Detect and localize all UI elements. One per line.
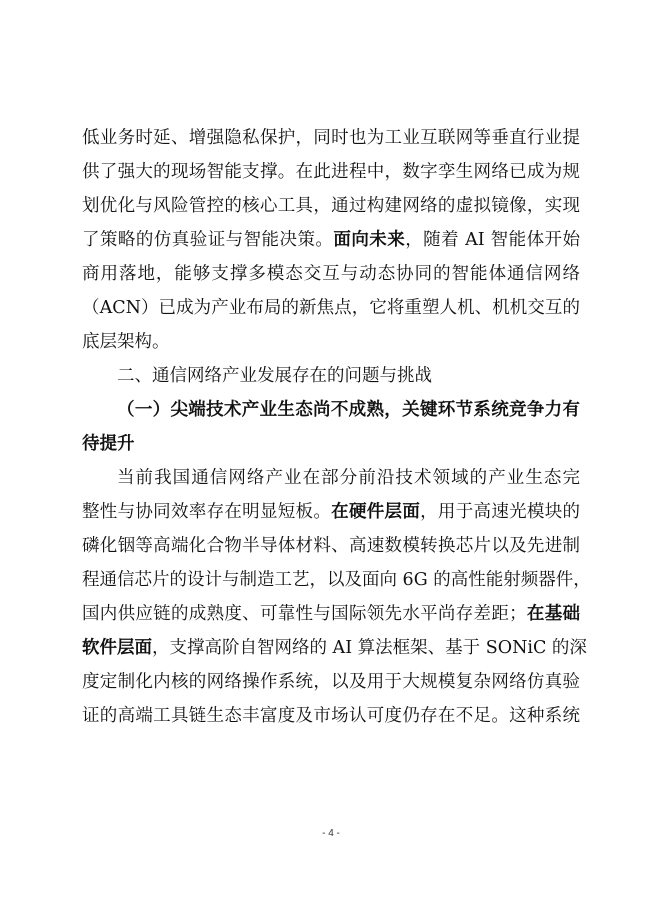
text-line: 磷化铟等高端化合物半导体材料、高速数模转换芯片以及先进制 (82, 536, 580, 556)
text-line: 程通信芯片的设计与制造工艺，以及面向 6G 的高性能射频器件， (82, 570, 591, 590)
text-line (82, 597, 580, 631)
emphasis-software: 软件层面 (82, 638, 152, 658)
text-run: 国内供应链的成熟度、可靠性与国际领先水平尚存差距； (82, 604, 527, 624)
section-heading: 二、通信网络产业发展存在的问题与挑战 (117, 366, 432, 386)
text-line: 证的高端工具链生态丰富度及市场认可度仍存在不足。这种系统 (82, 706, 580, 726)
text-run: ，支撑高阶自智网络的 AI 算法框架、基于 SONiC 的深 (152, 638, 587, 658)
text-line: 底层架构。 (82, 332, 170, 352)
emphasis-future: 面向未来 (333, 230, 406, 250)
text-line: 当前我国通信网络产业在部分前沿技术领域的产业生态完 (117, 468, 580, 488)
text-run: ，用于高速光模块的 (420, 502, 581, 522)
text-line: （ACN）已成为产业布局的新焦点，它将重塑人机、机机交互的 (82, 298, 580, 318)
text-line: 划优化与风险管控的核心工具，通过构建网络的虚拟镜像，实现 (82, 196, 580, 216)
subsection-heading (82, 393, 580, 461)
body-text (82, 121, 591, 733)
text-line (82, 495, 580, 529)
page-number: - 4 - (322, 828, 340, 839)
subsection-heading-line: 待提升 (82, 434, 135, 454)
emphasis-software: 在基础 (526, 604, 580, 624)
text-run: ，随着 AI 智能体开始 (405, 230, 580, 250)
subsection-heading-line: （一）尖端技术产业生态尚不成熟，关键环节系统竞争力有 (117, 400, 580, 420)
paragraph-intro (82, 121, 580, 359)
text-line: 供了强大的现场智能支撑。在此进程中，数字孪生网络已成为规 (82, 162, 580, 182)
text-line: 低业务时延、增强隐私保护，同时也为工业互联网等垂直行业提 (82, 128, 580, 148)
text-run: 了策略的仿真验证与智能决策。 (82, 230, 334, 250)
text-line: 度定制化内核的网络操作系统，以及用于大规模复杂网络仿真验 (82, 672, 580, 692)
text-line (82, 223, 580, 257)
text-line (82, 631, 587, 665)
text-run: 整性与协同效率存在明显短板。 (82, 502, 332, 522)
paragraph-challenges (82, 461, 591, 733)
emphasis-hardware: 在硬件层面 (331, 502, 421, 522)
text-line: 商用落地，能够支撑多模态交互与动态协同的智能体通信网络 (82, 264, 580, 284)
